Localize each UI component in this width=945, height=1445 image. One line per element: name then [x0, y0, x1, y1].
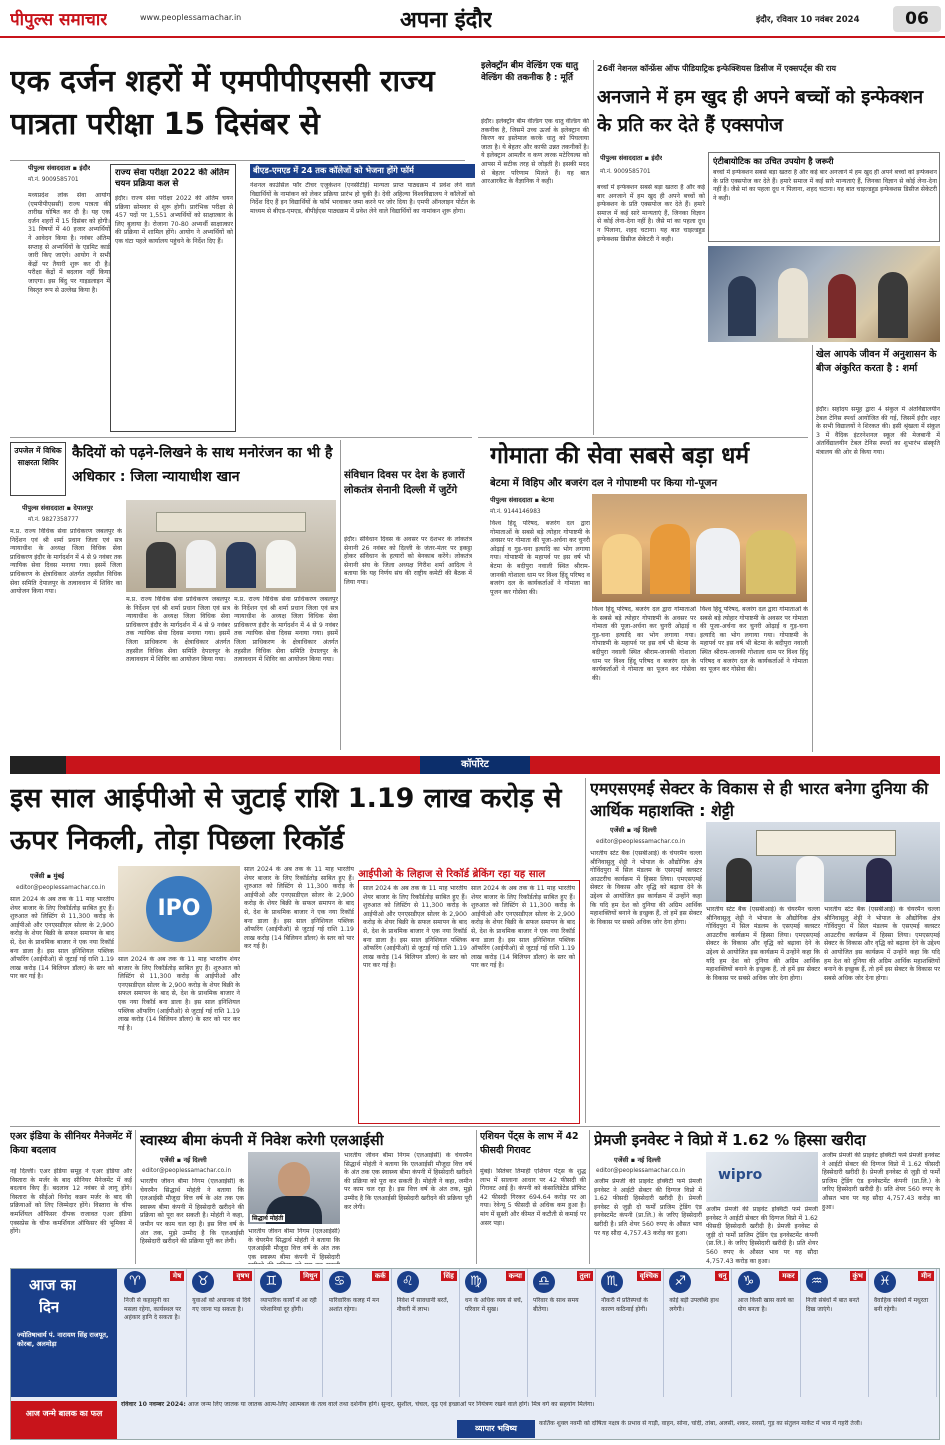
c6-headline: प्रेमजी इनवेस्ट ने विप्रो में 1.62 % हिस्सा खरीदा [594, 1131, 866, 1149]
s4-byline: पीपुल्स संवाददाता ▪ बेटमा [490, 496, 554, 504]
c5-body: मुंबई। सितंबर तिमाही एशियन पेंट्स के शुद्ध लाभ में सालाना आधार पर 42 फीसदी की गिरावट आई है। कंपनी को कंसालिडेटेड प्रॉफिट 42 फीसदी गिरकर 694.64 करोड़ पर आ गया। रेवेन्यू 5 फीसदी से अधिक कम हुआ है। मांग में सुस्ती और कीमत में कटौती से कमाई पर असर पड़ा। [480, 1168, 586, 1227]
s3-sidehead: एंटीबायोटिक का उचित उपयोग है जरूरी [713, 156, 834, 166]
s6-tag: उपजेल में विधिक साक्षरता शिविर [10, 442, 66, 496]
zodiac-icon: ♒ [806, 1271, 828, 1293]
c4-body-2: भारतीय जीवन बीमा निगम (एलआईसी) के चेयरमैन सिद्धार्थ मोहंती ने बताया कि एलआईसी मौजूदा वित्त वर्ष के अंत तक एक स्वास्थ्य बीमा कंपनी में हिस्सेदारी [248, 1228, 340, 1261]
c1-headline: इस साल आईपीओ से जुटाई राशि 1.19 लाख करोड़ से ऊपर निकली, तोड़ा पिछला रिकॉर्ड [10, 783, 562, 856]
c6-byline: एजेंसी ▪ नई दिल्ली [614, 1156, 661, 1164]
s4-headline: गोमाता की सेवा सबसे बड़ा धर्म [490, 443, 750, 469]
c1-body-3: साल 2024 के अब तक के 11 माह भारतीय शेयर बाजार के लिए रिकॉर्डतोड़ साबित हुए हैं। शुरुआत को लिस्टिंग से 11,300 करोड़ के आईपीओ और एनएसडीएल सोलर के 2,900 करोड़ के शेयर बिक्री के सफल समापन के बाद से, देश के प्राथमिक बाजार ने एक नया रिकॉर्ड बना डाला है। इस साल इनिशियल पब्लिक ऑफरिंग (आईपीओ) से जुटाई गई राशि 1.19 लाख करोड़ (14 बिलियन डॉलर) के स्तर को पार कर गई है। [244, 866, 354, 951]
sign-8 [666, 1269, 732, 1397]
s3-kicker: 26वीं नेशनल कॉन्फ्रेंस ऑफ पीडियाट्रिक इन्फेक्शियस डिसीज में एक्सपर्ट्स की राय [597, 64, 837, 73]
s3-mobile: मो.नं. 9009585701 [600, 169, 651, 175]
c1-subhead: आईपीओ के लिहाज से रिकॉर्ड ब्रेकिंग रहा यह साल [358, 869, 546, 880]
c4-body-3: भारतीय जीवन बीमा निगम (एलआईसी) के चेयरमैन सिद्धार्थ मोहंती ने बताया कि एलआईसी मौजूदा वित्त वर्ष के अंत तक एक स्वास्थ्य बीमा कंपनी में हिस्सेदारी खरीदने की प्रक्रिया को पूरा कर सकती है। मोहंती ने कहा, जमीन पर काम चल रहा है। इस वित्त वर्ष के अंत तक, मुझे उम्मीद है कि एलआईसी हिस्सेदारी खरीदने की प्रक्रिया पूरी कर लेगी। [344, 1152, 472, 1211]
s1-headline: एक दर्जन शहरों में एमपीपीएससी राज्य पात्रता परीक्षा 15 दिसंबर से [10, 64, 435, 142]
c4-email: editor@peoplessamachar.co.in [142, 1168, 232, 1174]
c1-box [358, 880, 580, 1124]
s3-body: बच्चों में इन्फेक्शन सबसे बड़ा खतरा है और कई बार अनजाने में हम खुद ही अपने बच्चों को इन्फेक्शन के प्रति एक्सपोज कर देते हैं। हमारे समाज में कई सारे मान्यताएं हैं, जिनका विज्ञान से कोई लेना-देना नहीं है। जैसे मां का पहला दूध न पिलाना, शहद चटाना। यह बात चाइल्डहुड इन्फेक्शस डिसीज सेकेटरी ने कही। [597, 184, 705, 243]
zodiac-icon: ♏ [601, 1271, 623, 1293]
sign-3 [326, 1269, 392, 1397]
s2-body: इंदौर। इलेक्ट्रॉन बीम वेल्डिंग एक धातु वेल्डिंग की तकनीक है, जिसमें उच्च ऊर्जा के इलेक्ट्रान की किरण का इस्तेमाल करके धातु को पिघलाया जाता है। ये बेहतर और काफी उन्नत तकनीकों है। ये इलेक्ट्रान आमतौर व कण त्वरक मटेरियल्स को आपस में सटीक तरह से जोड़ती है। इसकी मदद से बेहतर परिणाम मिलते हैं। यह बात आरआरकैट के वैज्ञानिक ने कही। [481, 118, 589, 186]
sign-text: आज किसी खास कार्य का योग बनता है। [737, 1297, 794, 1313]
sign-text: निजी संबंधों में बात बनते दिख जाएंगे। [805, 1297, 860, 1313]
s1c-body: नेशनल काउंसिल फॉर टीचर एजुकेशन (एनसीटीई) मान्यता प्राप्त पाठ्यक्रम में प्रवेश लेने वाले विद्यार्थियों के नामांकन को लेकर प्रक्रिया प्रारंभ हो चुकी है। देवी अहिल्या विश्वविद्यालय ने कॉलेजों को निर्देश दिए हैं इन विद्यार्थियों के फॉर्म भरवाकर जमा करने पर जोर दिया है। एमपी ऑनलाइन पोर्टल के माध्यम से बीएड-एमएड, बीपीईएस पाठ्यक्रम में प्रवेश लेने वाले विद्यार्थियों का नामांकन शुरू होगा। [250, 182, 475, 215]
c4-photo [248, 1152, 340, 1224]
c4-body: भारतीय जीवन बीमा निगम (एलआईसी) के चेयरमैन सिद्धार्थ मोहंती ने बताया कि एलआईसी मौजूदा वित्त वर्ष के अंत तक एक स्वास्थ्य बीमा कंपनी में हिस्सेदारी खरीदने की प्रक्रिया को पूरा कर सकती है। मोहंती ने कहा, जमीन पर काम चल रहा है। इस वित्त वर्ष के अंत तक, मुझे उम्मीद है कि एलआईसी हिस्सेदारी खरीदने की प्रक्रिया पूरी कर लेगी। [140, 1178, 244, 1246]
s1b-box [110, 164, 236, 432]
s1-body: मध्यप्रदेश लोक सेवा आयोग (एमपीपीएससी) राज्य पात्रता की तारीख घोषित कर दी है। यह एक दर्जन शहरों में 15 दिसंबर को होगी। 31 विषयों में 40 हजार अभ्यर्थियों ने आवेदन किया है। नवंबर अंतिम सप्ताह से अभ्यर्थियों के एडमिट कार्ड जारी किए जाएंगे। आयोग ने सभी केंद्रों पर तैयारी शुरू कर दी है। परीक्षा केंद्रों में बदलाव नहीं किया जाएगा। इस बिंदु पर गाइडलाइन में विस्तृत रूप से उल्लेख किया है। [28, 192, 110, 294]
c3-headline: एअर इंडिया के सीनियर मैनेजमेंट में किया बदलाव [10, 1131, 132, 1156]
zodiac-icon: ♋ [329, 1271, 351, 1293]
sign-text: नौकरी में प्रतिस्पर्धा के कारण कठिनाई होगी। [601, 1297, 648, 1313]
sign-text: युवाओं को अचानक से दिये गए जाना पड़ सकता है। [192, 1297, 251, 1313]
c2-body: भारतीय स्टेट बैंक (एसबीआई) के चेयरमैन चल्ला श्रीनिवासुलु शेट्टी ने भोपाल के औद्योगिक क्षेत्र गोविंदपुरा में सिल मंडलम के एसएमई क्लस्टर आउटरीच कार्यक्रम में हिस्सा लिया। एमएसएमई सेक्टर के विकास और वृद्धि को बढ़ावा देने के उद्देश्य से आयोजित इस कार्यक्रम में उन्होंने कहा कि यदि हम देश को दुनिया की अग्रिम आर्थिक महाशक्तियों बनाने के इच्छुक हैं, तो हमें इस सेक्टर के विकास पर सबसे अधिक जोर देना होगा। [590, 850, 702, 926]
c4-byline: एजेंसी ▪ नई दिल्ली [160, 1156, 207, 1164]
sign-1 [189, 1269, 255, 1397]
c2-headline: एमएसएमई सेक्टर के विकास से ही भारत बनेगा दुनिया की आर्थिक महाशक्ति : शेट्टी [590, 779, 929, 820]
sign-name: मकर [779, 1271, 797, 1281]
sign-text: वैवाहिक संबंधों में मधुरता बनी रहेगी। [873, 1297, 929, 1313]
corporate-label: कॉर्पोरेट [420, 756, 530, 774]
sign-name: सिंह [441, 1271, 457, 1281]
c1-box-body-2: साल 2024 के अब तक के 11 माह भारतीय शेयर बाजार के लिए रिकॉर्डतोड़ साबित हुए हैं। शुरुआत को लिस्टिंग से 11,300 करोड़ के आईपीओ और एनएसडीएल सोलर के 2,900 करोड़ के शेयर बिक्री के सफल समापन के बाद से, देश के प्राथमिक बाजार ने एक नया रिकॉर्ड बना डाला है। इस साल इनिशियल पब्लिक ऑफरिंग (आईपीओ) से जुटाई गई राशि 1.19 लाख करोड़ (14 बिलियन डॉलर) के स्तर को पार कर गई है। [471, 885, 575, 970]
signs-grid [121, 1269, 939, 1399]
s1-mobile: मो.नं. 9009585701 [28, 177, 79, 183]
sign-name: कुंभ [850, 1271, 866, 1281]
s6-body-3: म.प्र. राज्य विधिक सेवा प्राधिकरण जबलपुर के निर्देशन एवं श्री शर्मा प्रधान जिला एवं सत्र न्यायाधीश के अध्यक्ष जिला विधिक सेवा प्राधिकरण इंदौर के मार्गदर्शन में 4 से 9 नवंबर तक न्यायिक सेवा दिवस मनाया गया। इसमें जिला प्राधिकरण के क्षेत्राधिकार अंतर्गत तहसील विधिक सेवा समिति देपालपुर के तत्वावधान में शिविर का आयोजन किया गया। [234, 596, 338, 664]
ipo-globe: IPO [146, 876, 212, 942]
s4-body-2: विश्व हिंदू परिषद, बजरंग दल द्वारा गोमाताओं के सबसे बड़े त्योहार गोपाष्टमी के अवसर पर गोमाता की पूजा-अर्चना कर चुनरी ओढ़ाई व गुड़-चना इत्यादि का भोग लगाया गया। गोपाष्टमी के महापर्व पर इस वर्ष भी बेटमा के बदीपुरा नवाली स्थित श्रीराम-जानकी गोशाला धाम पर विश्व हिंदू परिषद व बजरंग दल के कार्यकर्ताओं ने गोमाता का पूजन कर गोसेवा की। [592, 606, 696, 682]
sign-7 [598, 1269, 664, 1397]
s3-sidebody: बच्चों में इन्फेक्शन सबसे बड़ा खतरा है और कई बार अनजाने में हम खुद ही अपने बच्चों को इन्फेक्शन के प्रति एक्सपोज कर देते हैं। हमारे समाज में कई सारे मान्यताएं हैं, जिनका विज्ञान से कोई लेना-देना नहीं है। जैसे मां का पहला दूध न पिलाना, शहद चटाना। यह बात चाइल्डहुड इन्फेक्शस डिसीज सेकेटरी ने कही। [713, 169, 937, 202]
birth-label: आज जन्मे बालक का फल [11, 1401, 117, 1439]
paper-name: पीपुल्स समाचार [10, 10, 108, 30]
sign-text: निजी से कहासुनी का मसला रहेगा, कार्यस्थल पर अहंकार हानि दे सकता है। [124, 1297, 182, 1322]
s7-body: इंदौर। संविधान दिवस के अवसर पर देशभर के लोकतंत्र सेनानी 26 नवंबर को दिल्ली के जंतर-मंतर पर इकट्ठा होकर संविधान के हत्यारों को बेनकाब करेंगे। लोकतंत्र सेनानी संघ के जिला अध्यक्ष गिरीश शर्मा आदित्य ने बताया कि यह निर्णय संघ की राष्ट्रीय कमेटी की बैठक में लिया गया। [344, 536, 472, 586]
c5-headline: एशियन पेंट्स के लाभ में 42 फीसदी गिरावट [480, 1131, 579, 1156]
s6-body: म.प्र. राज्य विधिक सेवा प्राधिकरण जबलपुर के निर्देशन एवं श्री शर्मा प्रधान जिला एवं सत्र न्यायाधीश के अध्यक्ष जिला विधिक सेवा प्राधिकरण इंदौर के मार्गदर्शन में 4 से 9 नवंबर तक न्यायिक सेवा दिवस मनाया गया। इसमें जिला प्राधिकरण के क्षेत्राधिकार अंतर्गत तहसील विधिक सेवा समिति देपालपुर के तत्वावधान में शिविर का आयोजन किया गया। [10, 528, 122, 596]
sign-name: मीन [918, 1271, 934, 1281]
c1-photo [118, 866, 240, 952]
c1-email: editor@peoplessamachar.co.in [16, 885, 106, 891]
zodiac-icon: ♓ [874, 1271, 896, 1293]
horoscope-title-top: आज का [29, 1276, 77, 1294]
masthead [0, 0, 945, 38]
c2-email: editor@peoplessamachar.co.in [596, 839, 686, 845]
zodiac-icon: ♈ [124, 1271, 146, 1293]
sign-text: पारिवारिक कलह में मन अशांत रहेगा। [328, 1297, 380, 1313]
s3-photo [708, 246, 940, 342]
zodiac-icon: ♎ [533, 1271, 555, 1293]
sign-9 [735, 1269, 801, 1397]
astrologer: ज्योतिषाचार्य पं. नारायण सिंह राजपूत, कोरबा, अलमोड़ा [17, 1331, 109, 1348]
sign-0 [121, 1269, 187, 1397]
s1c-banner [250, 164, 475, 178]
zodiac-icon: ♌ [397, 1271, 419, 1293]
s6-headline: कैदियों को पढ़ने-लिखने के साथ मनोरंजन का भी है अधिकार : जिला न्यायाधीश खान [72, 445, 333, 485]
sign-2 [257, 1269, 323, 1397]
zodiac-icon: ♐ [669, 1271, 691, 1293]
horoscope-title-box [11, 1269, 117, 1397]
c6-body-2: अजीम प्रेमजी की प्राइवेट इक्विटी फर्म प्रेमजी इनवेस्ट ने आईटी सेक्टर की दिग्गज विप्रो में 1.62 फीसदी हिस्सेदारी खरीदी है। प्रेमजी इनवेस्ट से जुड़ी दो फर्मों प्राजिम ट्रेडिंग एंड इनवेस्टमेंट कंपनी (प्रा.लि.) के जरिए हिस्सेदारी खरीदी है। प्रति शेयर 560 रुपए के औसत भाव पर यह सौदा 4,757.43 करोड़ का हुआ। [706, 1206, 818, 1264]
s3-byline: पीपुल्स संवाददाता ▪ इंदौर [600, 154, 663, 162]
birth-text [121, 1401, 939, 1419]
sign-text: व्यापारिक कार्यों में आ रही परेशानियां दूर होंगी। [260, 1297, 317, 1313]
zodiac-icon: ♉ [192, 1271, 214, 1293]
sign-name: धनु [715, 1271, 729, 1281]
s4-body-3: विश्व हिंदू परिषद, बजरंग दल द्वारा गोमाताओं के सबसे बड़े त्योहार गोपाष्टमी के अवसर पर गोमाता की पूजा-अर्चना कर चुनरी ओढ़ाई व गुड़-चना इत्यादि का भोग लगाया गया। गोपाष्टमी के महापर्व पर इस वर्ष भी बेटमा के बदीपुरा नवाली स्थित श्रीराम-जानकी गोशाला धाम पर विश्व हिंदू परिषद व बजरंग दल के कार्यकर्ताओं ने गोमाता का पूजन कर गोसेवा की। [700, 606, 808, 674]
s5-headline: खेल आपके जीवन में अनुशासन के बीज अंकुरित करता है : शर्मा [816, 349, 937, 374]
zodiac-icon: ♑ [738, 1271, 760, 1293]
s3-headline: अनजाने में हम खुद ही अपने बच्चों को इन्फेक्शन के प्रति कर देते हैं एक्सपोज [597, 87, 924, 136]
wipro-logo: wipro [718, 1167, 763, 1183]
sign-name: तुला [577, 1271, 594, 1281]
s1c-headline: बीएड-एमएड में 24 तक कॉलेजों को भेजना होंगे फॉर्म [253, 165, 414, 175]
c4-caption: सिद्धार्थ मोहंती [252, 1215, 284, 1222]
sign-text: धन के अधिक व्यय से बचें, परिवार में सुख। [464, 1297, 523, 1313]
c2-body-2: भारतीय स्टेट बैंक (एसबीआई) के चेयरमैन चल्ला श्रीनिवासुलु शेट्टी ने भोपाल के औद्योगिक क्षेत्र गोविंदपुरा में सिल मंडलम के एसएमई क्लस्टर आउटरीच कार्यक्रम में हिस्सा लिया। एमएसएमई सेक्टर के विकास और वृद्धि को बढ़ावा देने के उद्देश्य से आयोजित इस कार्यक्रम में उन्होंने कहा कि यदि हम देश को दुनिया की अग्रिम आर्थिक महाशक्तियों बनाने के इच्छुक हैं, तो हमें इस सेक्टर के विकास पर सबसे अधिक जोर देना होगा। [706, 906, 820, 982]
s1b-body: इंदौर। राज्य सेवा परीक्षा 2022 की अंतिम चयन प्रक्रिया सोमवार से शुरू होगी। प्रारंभिक परीक्षा से 457 पदों पर 1,551 अभ्यर्थियों को साक्षात्कार के लिए बुलाया है। रोजाना 70-80 अभ्यर्थी साक्षात्कार की प्रक्रिया में शामिल होंगे। आयोग ने अभ्यर्थियों को एक घंटा पहले कार्यालय पहुंचने के निर्देश दिए हैं। [115, 195, 233, 245]
c2-photo [706, 822, 940, 902]
s4-deck: बेटमा में विहिप और बजरंग दल ने गोपाष्टमी पर किया गो-पूजन [490, 478, 718, 489]
sign-text: निवेश में सावधानी बरतें, नौकरी में लाभ। [396, 1297, 449, 1313]
sign-text: परिवार के साथ समय बीतेगा। [533, 1297, 579, 1313]
c4-headline: स्वास्थ्य बीमा कंपनी में निवेश करेगी एलआईसी [140, 1133, 384, 1149]
sign-name: कर्क [372, 1271, 389, 1281]
s7-headline: संविधान दिवस पर देश के हजारों लोकतंत्र सेनानी दिल्ली में जुटेंगे [344, 470, 465, 496]
s1-byline: पीपुल्स संवाददाता ▪ इंदौर [28, 164, 91, 172]
sign-text: कोई बड़ी उपलब्धि हाथ लगेगी। [669, 1297, 719, 1313]
vyapar-text: कार्तिक शुक्ल नवमी को दोषिता नक्षत्र के प्रभाव से गाड़ी, वाहन, सोना, चांदी, तांबा, अलसी, शकर, सरसों, गुड़ का संतुलन मार्केट में भाव में गहरी तेजी। [539, 1420, 863, 1427]
birth-desc: आज जन्म लिए जातक या जातक आत्म-लिए आत्मबल के तत्व वाले तथा दर्शनीय होंगे। सुन्दर, सुशील, चंचल, दृढ़ एवं इच्छाओं पर नियंत्रण रखने वाले होंगे। मित्र वर्ग का सहयोग मिलेगा। [187, 1401, 595, 1408]
s6-body-2: म.प्र. राज्य विधिक सेवा प्राधिकरण जबलपुर के निर्देशन एवं श्री शर्मा प्रधान जिला एवं सत्र न्यायाधीश के अध्यक्ष जिला विधिक सेवा प्राधिकरण इंदौर के मार्गदर्शन में 4 से 9 नवंबर तक न्यायिक सेवा दिवस मनाया गया। इसमें जिला प्राधिकरण के क्षेत्राधिकार अंतर्गत तहसील विधिक सेवा समिति देपालपुर के तत्वावधान में शिविर का आयोजन किया गया। [126, 596, 230, 664]
s3-sidebox [708, 152, 940, 242]
section-name: अपना इंदौर [400, 8, 493, 33]
c1-box-body: साल 2024 के अब तक के 11 माह भारतीय शेयर बाजार के लिए रिकॉर्डतोड़ साबित हुए हैं। शुरुआत को लिस्टिंग से 11,300 करोड़ के आईपीओ और एनएसडीएल सोलर के 2,900 करोड़ के शेयर बिक्री के सफल समापन के बाद से, देश के प्राथमिक बाजार ने एक नया रिकॉर्ड बना डाला है। इस साल इनिशियल पब्लिक ऑफरिंग (आईपीओ) से जुटाई गई राशि 1.19 लाख करोड़ (14 बिलियन डॉलर) के स्तर को पार कर गई है। [363, 885, 467, 970]
c2-body-3: भारतीय स्टेट बैंक (एसबीआई) के चेयरमैन चल्ला श्रीनिवासुलु शेट्टी ने भोपाल के औद्योगिक क्षेत्र गोविंदपुरा में सिल मंडलम के एसएमई क्लस्टर आउटरीच कार्यक्रम में हिस्सा लिया। एमएसएमई सेक्टर के विकास और वृद्धि को बढ़ावा देने के उद्देश्य से आयोजित इस कार्यक्रम में उन्होंने कहा कि यदि हम देश को दुनिया की अग्रिम आर्थिक महाशक्तियों बनाने के इच्छुक हैं, तो हमें इस सेक्टर के विकास पर सबसे अधिक जोर देना होगा। [824, 906, 940, 982]
corporate-band [10, 756, 940, 774]
sign-5 [462, 1269, 528, 1397]
horoscope-panel [10, 1268, 940, 1440]
zodiac-icon: ♍ [465, 1271, 487, 1293]
dateline: इंदौर, रविवार 10 नवंबर 2024 [756, 15, 860, 25]
c3-body: नई दिल्ली। एअर इंडिया समूह ने एअर इंडिया और विस्तारा के मर्जर के बाद सीनियर मैनेजमेंट में कई बदलाव किए हैं। बदलाव 12 नवंबर से लागू होंगे। विस्तारा के सीईओ विनोद कन्नन मर्जर के बाद की प्रक्रियाओं को लिए जिम्मेदार होंगे। विस्तारा के चीफ कमर्शियल ऑफिसर दीपक राजावत एअर इंडिया एक्सप्रेस के चीफ कमर्शियल ऑफिसर की भूमिका में होंगे। [10, 1168, 132, 1236]
s4-body: विश्व हिंदू परिषद, बजरंग दल द्वारा गोमाताओं के सबसे बड़े त्योहार गोपाष्टमी के अवसर पर गोमाता की पूजा-अर्चना कर चुनरी ओढ़ाई व गुड़-चना इत्यादि का भोग लगाया गया। गोपाष्टमी के महापर्व पर इस वर्ष भी बेटमा के बदीपुरा नवाली स्थित श्रीराम-जानकी गोशाला धाम पर विश्व हिंदू परिषद व बजरंग दल के कार्यकर्ताओं ने गोमाता का पूजन कर गोसेवा की। [490, 520, 590, 596]
c6-body: अजीम प्रेमजी की प्राइवेट इक्विटी फर्म प्रेमजी इनवेस्ट ने आईटी सेक्टर की दिग्गज विप्रो में 1.62 फीसदी हिस्सेदारी खरीदी है। प्रेमजी इनवेस्ट से जुड़ी दो फर्मों प्राजिम ट्रेडिंग एंड इनवेस्टमेंट कंपनी (प्रा.लि.) के जरिए हिस्सेदारी खरीदी है। प्रति शेयर 560 रुपए के औसत भाव पर यह सौदा 4,757.43 करोड़ का हुआ। [594, 1178, 702, 1237]
vyapar-label: व्यापार भविष्य [457, 1420, 535, 1438]
s4-photo [592, 494, 807, 602]
site-url: www.peoplessamachar.in [140, 13, 242, 22]
c6-body-3: अजीम प्रेमजी की प्राइवेट इक्विटी फर्म प्रेमजी इनवेस्ट ने आईटी सेक्टर की दिग्गज विप्रो में 1.62 फीसदी हिस्सेदारी खरीदी है। प्रेमजी इनवेस्ट से जुड़ी दो फर्मों प्राजिम ट्रेडिंग एंड इनवेस्टमेंट कंपनी (प्रा.लि.) के जरिए हिस्सेदारी खरीदी है। प्रति शेयर 560 रुपए के औसत भाव पर यह सौदा 4,757.43 करोड़ का हुआ। [822, 1152, 940, 1211]
sign-10 [803, 1269, 869, 1397]
sign-4 [394, 1269, 460, 1397]
s6-mobile: मो.नं. 9827358777 [28, 517, 79, 523]
c1-body: साल 2024 के अब तक के 11 माह भारतीय शेयर बाजार के लिए रिकॉर्डतोड़ साबित हुए हैं। शुरुआत को लिस्टिंग से 11,300 करोड़ के आईपीओ और एनएसडीएल सोलर के 2,900 करोड़ के शेयर बिक्री के सफल समापन के बाद से, देश के प्राथमिक बाजार ने एक नया रिकॉर्ड बना डाला है। इस साल इनिशियल पब्लिक ऑफरिंग (आईपीओ) से जुटाई गई राशि 1.19 लाख करोड़ (14 बिलियन डॉलर) के स्तर को पार कर गई है। [10, 896, 114, 981]
zodiac-icon: ♊ [260, 1271, 282, 1293]
sign-name: कन्या [506, 1271, 525, 1281]
c6-photo [706, 1152, 818, 1202]
sign-name: वृषभ [233, 1271, 252, 1281]
c6-email: editor@peoplessamachar.co.in [596, 1168, 686, 1174]
sign-6 [530, 1269, 596, 1397]
s5-body: इंदौर। सहोदय समूह द्वारा 4 संकुल में अंतर्विद्यालयीन टेबल टेनिस स्पर्धा आयोजित की गई, जिसमें इंदौर शहर के सभी विद्यालयों ने शिरकत की। इसी श्रृंखला में संकुल 3 में वैदिक इंटरनेशनल स्कूल की मेजबानी में अंतर्विद्यालयीन टेबल टेनिस स्पर्धा का शुभारंभ संस्कृति मंत्रालय की ओर से किया गया। [816, 406, 940, 456]
c1-byline: एजेंसी ▪ मुंबई [30, 872, 65, 880]
sign-name: मिथुन [300, 1271, 320, 1281]
s1b-headline: राज्य सेवा परीक्षा 2022 की अंतिम चयन प्रक्रिया कल से [115, 168, 229, 189]
page-number: 06 [893, 6, 941, 32]
c1-body-2: साल 2024 के अब तक के 11 माह भारतीय शेयर बाजार के लिए रिकॉर्डतोड़ साबित हुए हैं। शुरुआत को लिस्टिंग से 11,300 करोड़ के आईपीओ और एनएसडीएल सोलर के 2,900 करोड़ के शेयर बिक्री के सफल समापन के बाद से, देश के प्राथमिक बाजार ने एक नया रिकॉर्ड बना डाला है। इस साल इनिशियल पब्लिक ऑफरिंग (आईपीओ) से जुटाई गई राशि 1.19 लाख करोड़ (14 बिलियन डॉलर) के स्तर को पार कर गई है। [118, 956, 240, 1032]
s6-photo [126, 500, 336, 592]
c2-byline: एजेंसी ▪ नई दिल्ली [610, 826, 657, 834]
sign-name: वृश्चिक [637, 1271, 662, 1281]
sign-name: मेष [170, 1271, 184, 1281]
s6-byline: पीपुल्स संवाददाता ▪ देपालपुर [22, 504, 93, 512]
s4-mobile: मो.नं. 9144146983 [490, 509, 541, 515]
s2-headline: इलेक्ट्रॉन बीम वेल्डिंग एक धातु वेल्डिंग की तकनीक है : मूर्ति [481, 61, 579, 83]
birth-date: रविवार 10 नवम्बर 2024: [121, 1401, 186, 1408]
horoscope-title-bottom: दिन [39, 1298, 60, 1316]
sign-11 [871, 1269, 937, 1397]
